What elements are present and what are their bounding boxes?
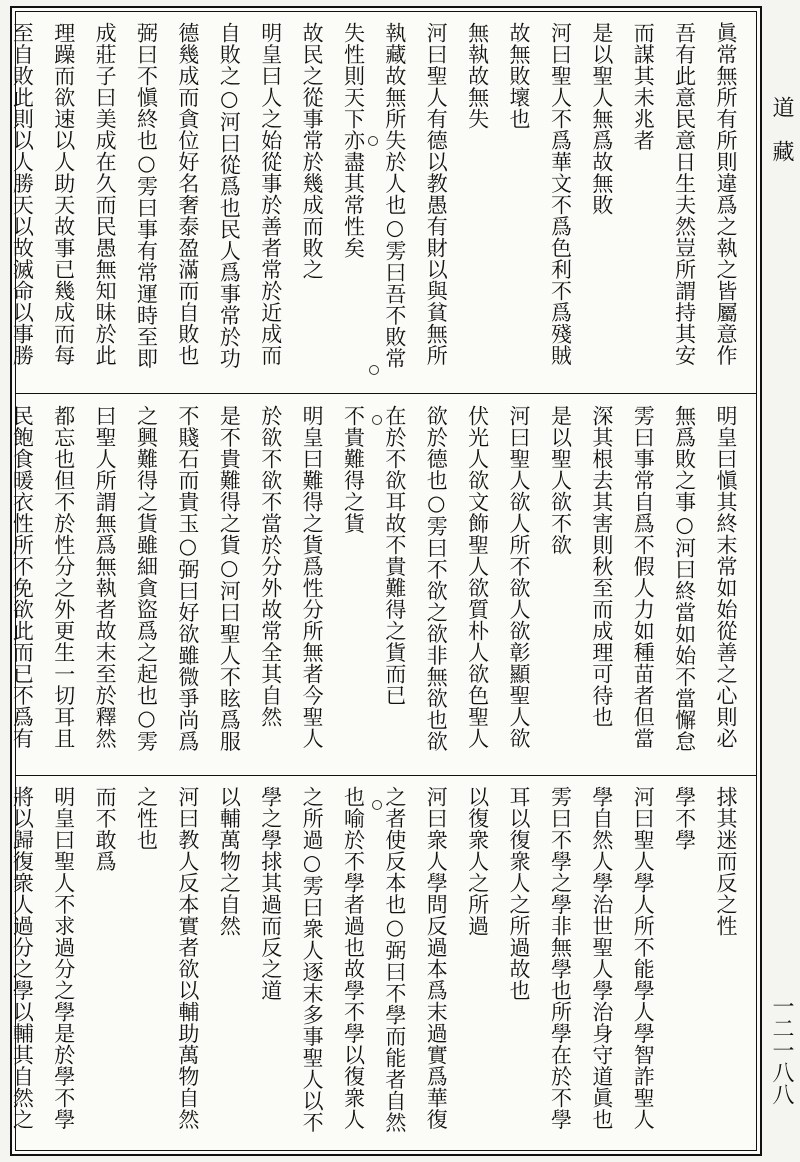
text-column: 以復衆人之所過 bbox=[465, 786, 490, 937]
text-column: 河曰衆人學問反過本爲末過實爲華復 bbox=[424, 786, 449, 1130]
text-column: 明皇曰人之始從事於善者常於近成而 bbox=[258, 22, 283, 366]
text-column: 至自敗此則以人勝天以故滅命以事勝 bbox=[10, 22, 35, 366]
book-title: 道 藏 bbox=[769, 96, 794, 162]
punctuation-circle bbox=[372, 800, 382, 810]
text-column: 不貴難得之貨 bbox=[341, 405, 366, 534]
text-panel-middle bbox=[10, 405, 746, 769]
text-column: 故民之從事常於幾成而敗之 bbox=[300, 22, 325, 280]
column-group bbox=[10, 786, 746, 1148]
text-column: 以輔萬物之自然 bbox=[217, 786, 242, 937]
text-column: 無爲敗之事○河曰終當如始不當懈怠 bbox=[672, 405, 697, 752]
text-column: 欲於德也○雱曰不欲之欲非無欲也欲 bbox=[424, 405, 449, 752]
text-column: 理躁而欲速以人助天故事已幾成而每 bbox=[51, 22, 76, 366]
text-column: 之所過○雱曰衆人逐末多事聖人以不 bbox=[300, 786, 325, 1133]
text-column: 伏光人欲文飾聖人欲質朴人欲色聖人 bbox=[465, 405, 490, 749]
text-column: 故無敗壞也 bbox=[507, 22, 532, 130]
text-column: 深其根去其害則秋至而成理可待也 bbox=[589, 405, 614, 728]
column-group bbox=[10, 405, 746, 769]
text-column: 眞常無所有所則違爲之執之皆屬意作 bbox=[714, 22, 738, 366]
text-column: 而謀其未兆者 bbox=[631, 22, 656, 151]
text-column: 之者使反本也○弼曰不學而能者自然 bbox=[382, 786, 407, 1133]
text-column: 吾有此意民意日生夫然豈所謂持其安 bbox=[672, 22, 697, 366]
text-column: 曰聖人所謂無爲無執者故末至於釋然 bbox=[93, 405, 118, 749]
text-column: 捄其迷而反之性 bbox=[714, 786, 738, 937]
column-group bbox=[10, 22, 746, 388]
text-column: 也喻於不學者過也故學不學以復衆人 bbox=[341, 786, 366, 1130]
text-column: 不賤石而貴玉○弼曰好欲雖微爭尚爲 bbox=[175, 405, 200, 752]
text-column: 河曰教人反本實者欲以輔助萬物自然 bbox=[175, 786, 200, 1130]
punctuation-circle bbox=[368, 136, 378, 146]
text-panel-top bbox=[10, 22, 746, 388]
text-column: 河曰聖人不爲華文不爲色利不爲殘賊 bbox=[548, 22, 573, 366]
page-frame bbox=[10, 6, 762, 1156]
text-column: 之興難得之貨雖細貪盜爲之起也○雱 bbox=[134, 405, 159, 752]
text-column: 是以聖人無爲故無敗 bbox=[589, 22, 614, 216]
punctuation-circle bbox=[369, 365, 379, 375]
text-column: 自敗之○河曰從爲也民人爲事常於功 bbox=[217, 22, 242, 369]
text-column: 而不敢爲 bbox=[93, 786, 118, 872]
text-column: 是以聖人欲不欲 bbox=[548, 405, 573, 556]
page-number: 一二一八八 bbox=[769, 995, 794, 1105]
text-column: 弼曰不愼終也○雱曰事有常運時至即 bbox=[134, 22, 159, 369]
text-column: 雱曰事常自爲不假人力如種苗者但當 bbox=[631, 405, 656, 749]
text-column: 之性也 bbox=[134, 786, 159, 851]
text-column: 學之學捄其過而反之道 bbox=[258, 786, 283, 1001]
text-column: 於欲不欲不當於分外故常全其自然 bbox=[258, 405, 283, 728]
text-column: 無執故無失 bbox=[465, 22, 490, 130]
text-column: 河曰聖人學人所不能學人學智詐聖人 bbox=[631, 786, 656, 1130]
text-column: 民飽食暖衣性所不免欲此而已不爲有 bbox=[10, 405, 35, 749]
text-column: 明皇曰愼其終末常如始從善之心則必 bbox=[714, 405, 738, 749]
text-column: 失性則天下亦盡其常性矣 bbox=[341, 22, 366, 259]
text-column: 耳以復衆人之所過故也 bbox=[507, 786, 532, 1001]
text-column: 在於不欲耳故不貴難得之貨而已 bbox=[382, 405, 407, 706]
text-column: 是不貴難得之貨○河曰聖人不眩爲服 bbox=[217, 405, 242, 752]
text-column: 河曰聖人有德以教愚有財以與貧無所 bbox=[424, 22, 449, 366]
text-column: 將以歸復衆人過分之學以輔其自然之 bbox=[10, 786, 35, 1130]
text-panel-bottom bbox=[10, 786, 746, 1148]
text-column: 河曰聖人欲人所不欲人欲彰顯聖人欲 bbox=[507, 405, 532, 749]
text-column: 學不學 bbox=[672, 786, 697, 851]
section-divider bbox=[15, 393, 757, 394]
text-column: 德幾成而貪位好名奢泰盈滿而自敗也 bbox=[175, 22, 200, 366]
text-column: 都忘也但不於性分之外更生一切耳且 bbox=[51, 405, 76, 749]
text-column: 學自然人學治世聖人學治身守道眞也 bbox=[589, 786, 614, 1130]
text-column: 成莊子曰美成在久而民愚無知昧於此 bbox=[93, 22, 118, 366]
punctuation-circle bbox=[372, 415, 382, 425]
section-divider bbox=[15, 775, 757, 776]
text-column: 執藏故無所失於人也○雱曰吾不敗常 bbox=[382, 22, 407, 369]
text-column: 雱曰不學之學非無學也所學在於不學 bbox=[548, 786, 573, 1130]
text-column: 明皇曰難得之貨爲性分所無者今聖人 bbox=[300, 405, 325, 749]
text-column: 明皇曰聖人不求過分之學是於學不學 bbox=[51, 786, 76, 1130]
